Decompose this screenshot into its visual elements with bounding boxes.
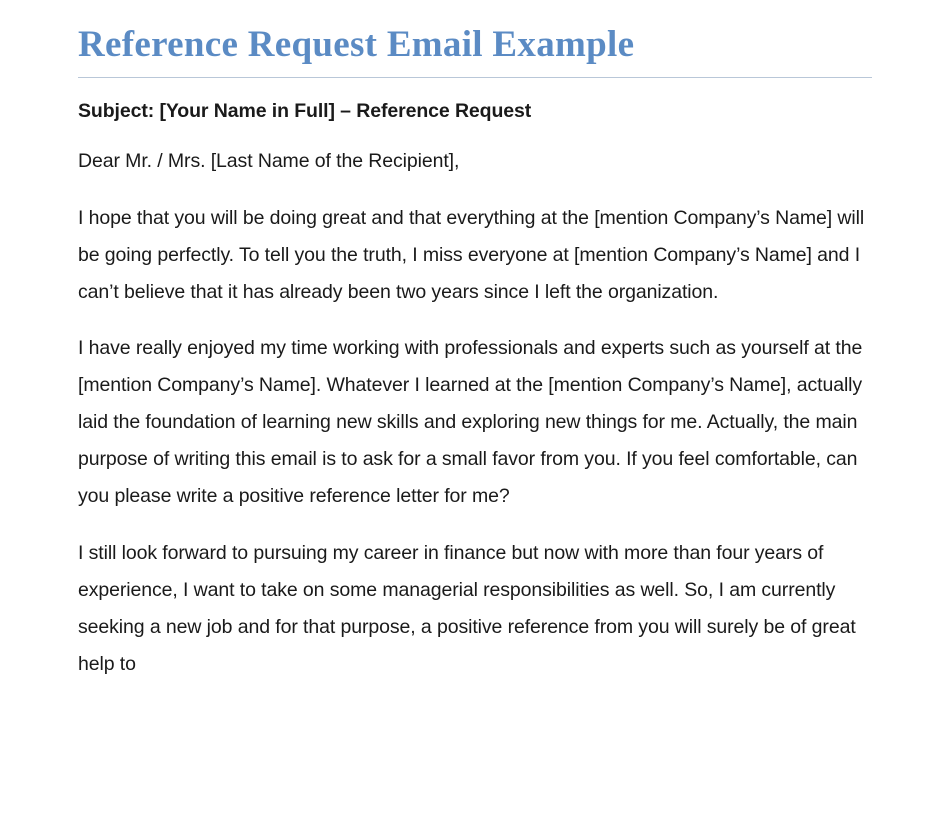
email-salutation: Dear Mr. / Mrs. [Last Name of the Recipient], — [78, 150, 460, 173]
email-paragraph-3: I still look forward to pursuing my career in finance but now with more than four years of experience, I want to take on some managerial responsibilities as well. So, I am currently seeking a new job and for that purpose, a positive reference from you will surely be of great help to — [78, 541, 856, 675]
email-paragraph-2: I have really enjoyed my time working with professionals and experts such as yourself at the [mention Company’s Name]. Whatever I learned at the [mention Company’s Name], actually laid the foundation of learning new skills and exploring new things for me. Actually, the main purpose of writing this email is to ask for a small favor from you. If you feel comfortable, can you please write a positive reference letter for me? — [78, 337, 863, 508]
page-title: Reference Request Email Example — [78, 24, 635, 65]
email-paragraph-1: I hope that you will be doing great and that everything at the [mention Company’s Name] will be going perfectly. To tell you the truth, I miss everyone at [mention Company’s Name] and I can’t believe that it has already been two years since I left the organization. — [78, 206, 865, 303]
title-divider — [78, 77, 872, 78]
email-subject-line: Subject: [Your Name in Full] – Reference Request — [78, 100, 532, 123]
